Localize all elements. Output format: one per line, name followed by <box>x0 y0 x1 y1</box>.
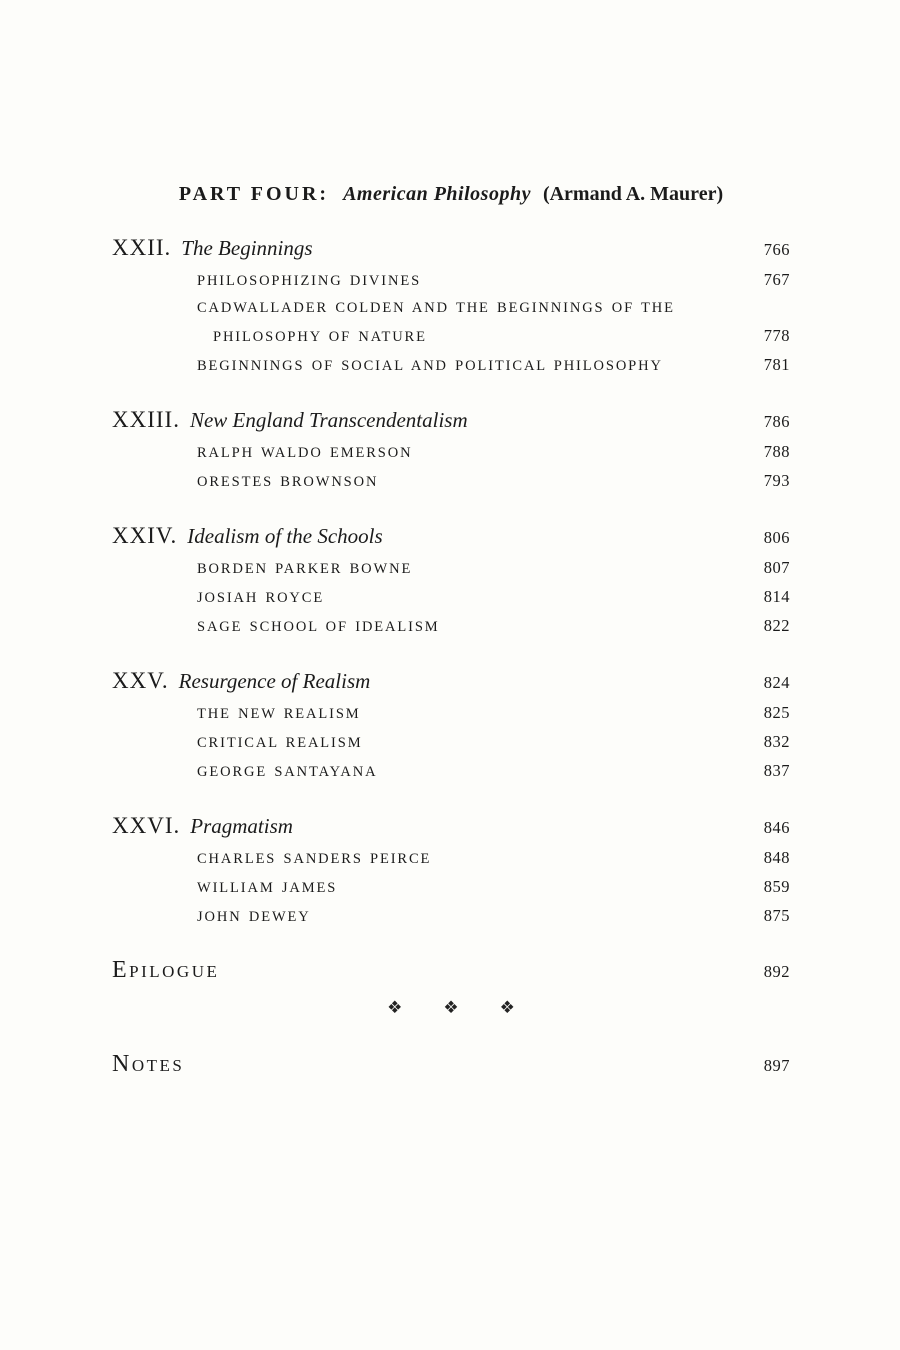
chapter-heading <box>112 520 383 554</box>
toc-entry <box>112 266 790 295</box>
page-number: 767 <box>763 270 790 289</box>
chapter-title: The Beginnings <box>181 236 313 260</box>
entry-label: SAGE SCHOOL OF IDEALISM <box>197 619 440 635</box>
page-number: 859 <box>763 877 790 896</box>
chapter-title: New England Transcendentalism <box>189 408 468 432</box>
entry-label: GEORGE SANTAYANA <box>197 764 378 780</box>
entry-label: CRITICAL REALISM <box>197 735 363 751</box>
entry-label: THE NEW REALISM <box>197 706 361 722</box>
chapter-heading <box>112 810 293 844</box>
page-number: 892 <box>763 962 790 981</box>
entry-label: JOSIAH ROYCE <box>197 590 325 606</box>
chapter-row-xxvi <box>112 810 790 844</box>
toc-entry <box>112 612 790 641</box>
chapter-numeral: XXV. <box>112 668 169 693</box>
toc-entry <box>112 728 790 757</box>
chapter-numeral: XXVI. <box>112 813 181 838</box>
toc-entry <box>112 583 790 612</box>
page-number: 897 <box>763 1056 790 1075</box>
chapter-heading <box>112 665 370 699</box>
toc-entry <box>112 873 790 902</box>
entry-label: JOHN DEWEY <box>197 909 311 925</box>
chapter-numeral: XXIV. <box>112 523 178 548</box>
page-number: 832 <box>763 732 790 751</box>
toc-entry <box>112 699 790 728</box>
toc-entry <box>112 844 790 873</box>
page-number: 793 <box>763 471 790 490</box>
page-number: 822 <box>763 616 790 635</box>
fleuron-icon: ❖ <box>443 998 459 1017</box>
entry-label: PHILOSOPHIZING DIVINES <box>197 273 422 289</box>
part-header <box>112 180 790 208</box>
chapter-row-xxii <box>112 232 790 266</box>
fleuron-icon: ❖ <box>387 998 403 1017</box>
chapter-numeral: XXII. <box>112 235 172 260</box>
page-number: 766 <box>763 240 790 259</box>
entry-label: WILLIAM JAMES <box>197 880 338 896</box>
chapter-row-xxiii <box>112 404 790 438</box>
chapter-title: Resurgence of Realism <box>178 669 371 693</box>
toc-entry <box>112 902 790 931</box>
page-number: 814 <box>763 587 790 606</box>
toc-entry-continuation <box>112 322 790 351</box>
entry-label: CADWALLADER COLDEN AND THE BEGINNINGS OF THE <box>197 300 675 316</box>
toc-entry <box>112 554 790 583</box>
page-number: 825 <box>763 703 790 722</box>
page-number: 848 <box>763 848 790 867</box>
chapter-heading <box>112 232 313 266</box>
page-number: 807 <box>763 558 790 577</box>
toc-entry <box>112 351 790 380</box>
notes-row <box>112 1049 790 1081</box>
entry-label: ORESTES BROWNSON <box>197 474 379 490</box>
page-number: 788 <box>763 442 790 461</box>
epilogue-row <box>112 955 790 987</box>
toc-entry <box>112 295 790 322</box>
chapter-heading <box>112 404 468 438</box>
ornament-divider <box>112 995 790 1021</box>
chapter-numeral: XXIII. <box>112 407 180 432</box>
entry-label: BEGINNINGS OF SOCIAL AND POLITICAL PHILOSOPHY <box>197 358 663 374</box>
part-title: American Philosophy <box>343 183 531 205</box>
page-number: 824 <box>763 673 790 692</box>
toc-entry <box>112 467 790 496</box>
page-number: 806 <box>763 528 790 547</box>
part-author: (Armand A. Maurer) <box>542 183 724 205</box>
page-number: 778 <box>763 326 790 345</box>
page-number: 837 <box>763 761 790 780</box>
chapter-row-xxiv <box>112 520 790 554</box>
entry-label: CHARLES SANDERS PEIRCE <box>197 851 432 867</box>
page-number: 875 <box>763 906 790 925</box>
entry-label: PHILOSOPHY OF NATURE <box>213 329 427 345</box>
fleuron-icon: ❖ <box>499 998 515 1017</box>
chapter-title: Idealism of the Schools <box>187 524 383 548</box>
toc-entry <box>112 438 790 467</box>
notes-title: Notes <box>112 1051 185 1077</box>
chapter-title: Pragmatism <box>190 814 293 838</box>
page-number: 846 <box>763 818 790 837</box>
page-number: 781 <box>763 355 790 374</box>
epilogue-title: Epilogue <box>112 957 220 983</box>
page-number: 786 <box>763 412 790 431</box>
toc-entry <box>112 757 790 786</box>
part-label: PART FOUR: <box>178 183 330 205</box>
entry-label: RALPH WALDO EMERSON <box>197 445 413 461</box>
entry-label: BORDEN PARKER BOWNE <box>197 561 413 577</box>
chapter-row-xxv <box>112 665 790 699</box>
